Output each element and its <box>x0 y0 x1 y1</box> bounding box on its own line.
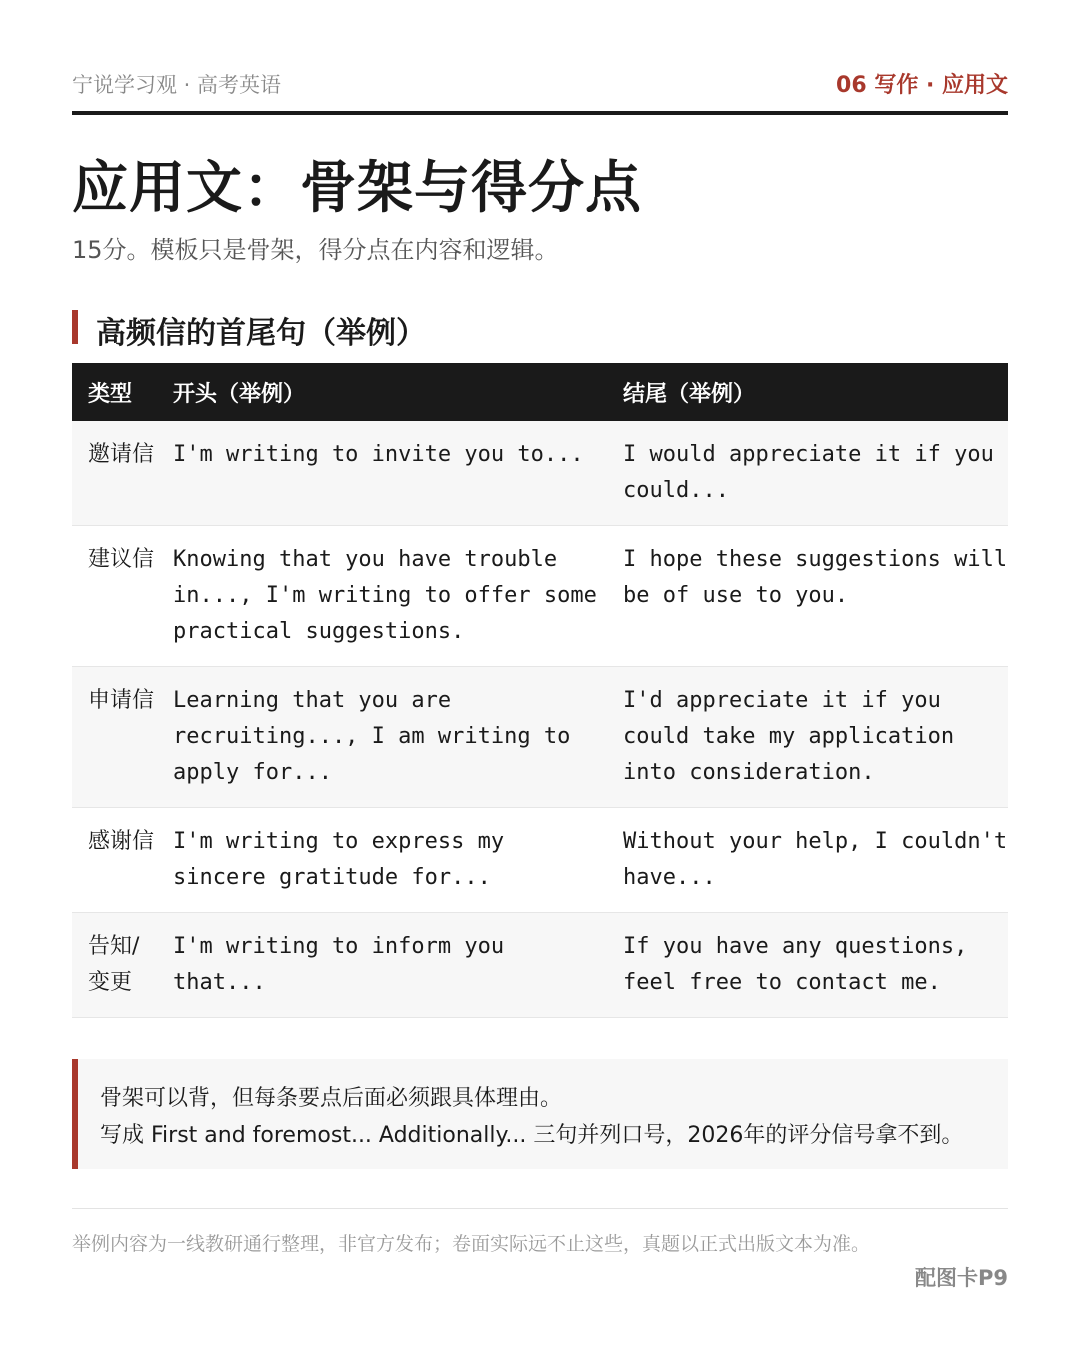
header-divider <box>72 111 1008 115</box>
letter-type-cell: 邀请信 <box>72 421 157 526</box>
opening-cell: Learning that you are recruiting..., I am writing to apply for... <box>157 667 607 808</box>
closing-cell: Without your help, I couldn't have... <box>607 808 1008 913</box>
letter-type-cell: 感谢信 <box>72 808 157 913</box>
tip-callout <box>72 1059 1008 1169</box>
letter-type-cell: 申请信 <box>72 667 157 808</box>
footnote: 举例内容为一线教研通行整理，非官方发布；卷面实际远不止这些，真题以正式出版文本为准。 <box>72 1233 871 1255</box>
section-title: 高频信的首尾句（举例） <box>96 316 426 351</box>
table-row <box>72 808 1008 913</box>
section-tag: 06 写作 · 应用文 <box>836 73 1008 98</box>
callout-line-2: 写成 First and foremost... Additionally... 三句并列口号，2026年的评分信号拿不到。 <box>100 1123 964 1148</box>
column-header-opening: 开头（举例） <box>157 363 607 421</box>
opening-cell: Knowing that you have trouble in..., I'm writing to offer some practical suggestions. <box>157 526 607 667</box>
table-row <box>72 421 1008 526</box>
table-row <box>72 526 1008 667</box>
footer-divider <box>72 1208 1008 1209</box>
brand-label: 宁说学习观 · 高考英语 <box>72 73 282 97</box>
column-header-closing: 结尾（举例） <box>607 363 1008 421</box>
letter-type-cell: 告知/变更 <box>72 913 157 1018</box>
closing-cell: I hope these suggestions will be of use to you. <box>607 526 1008 667</box>
closing-cell: I'd appreciate it if you could take my application into consideration. <box>607 667 1008 808</box>
table-row <box>72 913 1008 1018</box>
letter-table <box>72 363 1008 1018</box>
card-label: 配图卡P9 <box>914 1266 1008 1290</box>
opening-cell: I'm writing to inform you that... <box>157 913 607 1018</box>
callout-accent-bar <box>72 1059 78 1169</box>
header-bar <box>72 64 1008 104</box>
closing-cell: If you have any questions, feel free to contact me. <box>607 913 1008 1018</box>
column-header-type: 类型 <box>72 363 157 421</box>
page-title: 应用文：骨架与得分点 <box>72 156 642 221</box>
callout-line-1: 骨架可以背，但每条要点后面必须跟具体理由。 <box>100 1086 563 1111</box>
page-subtitle: 15分。模板只是骨架，得分点在内容和逻辑。 <box>72 236 559 264</box>
section-accent-bar <box>72 310 78 344</box>
table-header-row <box>72 363 1008 421</box>
opening-cell: I'm writing to invite you to... <box>157 421 607 526</box>
opening-cell: I'm writing to express my sincere gratitude for... <box>157 808 607 913</box>
letter-type-cell: 建议信 <box>72 526 157 667</box>
closing-cell: I would appreciate it if you could... <box>607 421 1008 526</box>
table-row <box>72 667 1008 808</box>
